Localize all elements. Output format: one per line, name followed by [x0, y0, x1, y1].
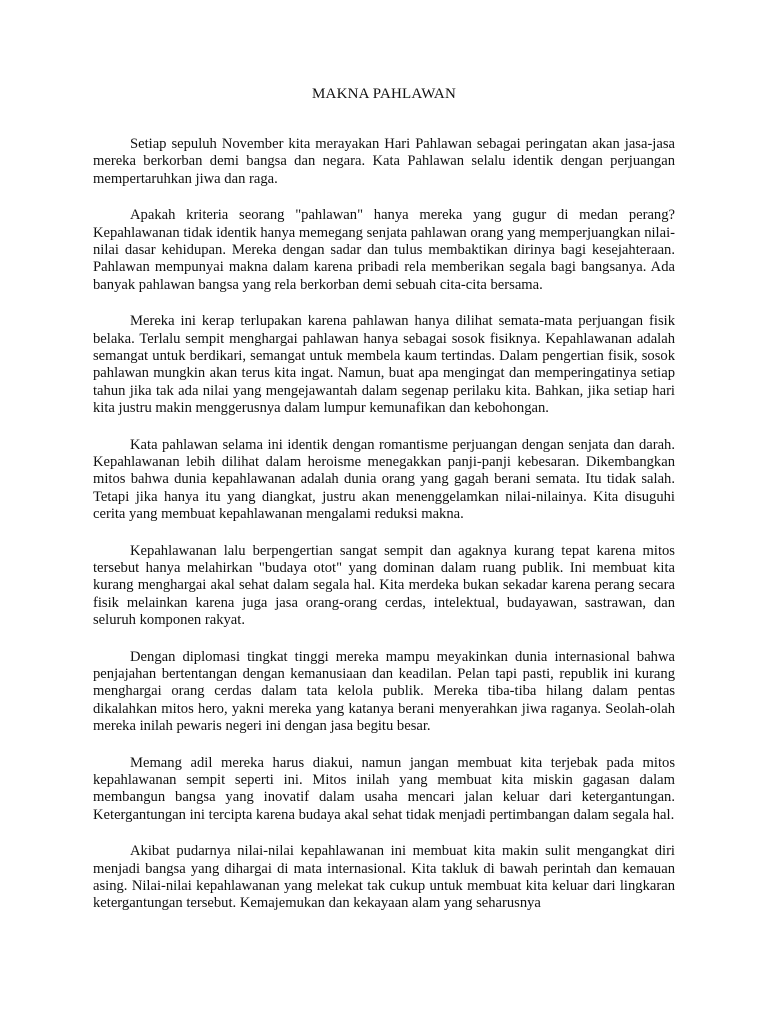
paragraph-5: Kepahlawanan lalu berpengertian sangat sempit dan agaknya kurang tepat karena mitos tersebut hanya melahirkan "budaya otot" yang dominan dalam ruang publik. Ini membuat kita kurang menghargai akal sehat dalam segala hal. Kita merdeka bukan sekadar karena perang secara fisik melainkan karena juga jasa orang-orang cerdas, intelektual, budayawan, sastrawan, dan seluruh komponen rakyat.	[93, 542, 675, 628]
paragraph-8: Akibat pudarnya nilai-nilai kepahlawanan ini membuat kita makin sulit mengangkat diri menjadi bangsa yang dihargai di mata internasional. Kita takluk di bawah perintah dan kemauan asing. Nilai-nilai kepahlawanan yang melekat tak cukup untuk membuat kita keluar dari lingkaran ketergantungan tersebut. Kemajemukan dan kekayaan alam yang seharusnya	[93, 843, 675, 912]
paragraph-1: Setiap sepuluh November kita merayakan Hari Pahlawan sebagai peringatan akan jasa-jasa mereka berkorban demi bangsa dan negara. Kata Pahlawan selalu identik dengan perjuangan mempertaruhkan jiwa dan raga.	[93, 136, 675, 187]
paragraph-4: Kata pahlawan selama ini identik dengan romantisme perjuangan dengan senjata dan darah. Kepahlawanan lebih dilihat dalam heroisme menegakkan panji-panji kebesaran. Dikembangkan mitos bahwa dunia kepahlawanan adalah dunia orang yang gagah berani semata. Itu tidak salah. Tetapi jika hanya itu yang diangkat, justru akan menenggelamkan nilai-nilainya. Kita disuguhi cerita yang membuat kepahlawanan mengalami reduksi makna.	[93, 436, 675, 522]
paragraph-6: Dengan diplomasi tingkat tinggi mereka mampu meyakinkan dunia internasional bahwa penjajahan bertentangan dengan kemanusiaan dan keadilan. Pelan tapi pasti, republik ini kurang menghargai orang cerdas dalam tata kelola publik. Mereka tiba-tiba hilang dalam pentas dikalahkan mitos hero, yakni mereka yang katanya berani menyerahkan jiwa raganya. Seolah-olah mereka inilah pewaris negeri ini dengan jasa begitu besar.	[93, 648, 675, 734]
paragraph-2: Apakah kriteria seorang "pahlawan" hanya mereka yang gugur di medan perang? Kepahlawanan tidak identik hanya memegang senjata pahlawan orang yang memperjuangkan nilai-nilai dasar kehidupan. Mereka dengan sadar dan tulus membaktikan dirinya bagi kesejahteraan. Pahlawan mempunyai makna dalam karena pribadi rela memberikan segala bagi bangsanya. Ada banyak pahlawan bangsa yang rela berkorban demi sebuah cita-cita bersama.	[93, 207, 675, 293]
paragraph-7: Memang adil mereka harus diakui, namun jangan membuat kita terjebak pada mitos kepahlawanan sempit seperti ini. Mitos inilah yang membuat kita miskin gagasan dalam membangun bangsa yang inovatif dalam usaha mencari jalan keluar dari ketergantungan. Ketergantungan ini tercipta karena budaya akal sehat tidak menjadi pertimbangan dalam segala hal.	[93, 754, 675, 823]
paragraph-3: Mereka ini kerap terlupakan karena pahlawan hanya dilihat semata-mata perjuangan fisik belaka. Terlalu sempit menghargai pahlawan hanya sebagai sosok fisiknya. Kepahlawanan adalah semangat untuk berdikari, semangat untuk membela kaum tertindas. Dalam pengertian fisik, sosok pahlawan mungkin akan terus kita ingat. Namun, buat apa mengingat dan memperingatinya setiap tahun jika tak ada nilai yang mengejawantah dalam segenap perilaku kita. Bahkan, jika setiap hari kita justru makin menggerusnya dalam lumpur kemunafikan dan kebohongan.	[93, 313, 675, 416]
document-body	[93, 136, 675, 932]
document-title: MAKNA PAHLAWAN	[312, 86, 456, 102]
